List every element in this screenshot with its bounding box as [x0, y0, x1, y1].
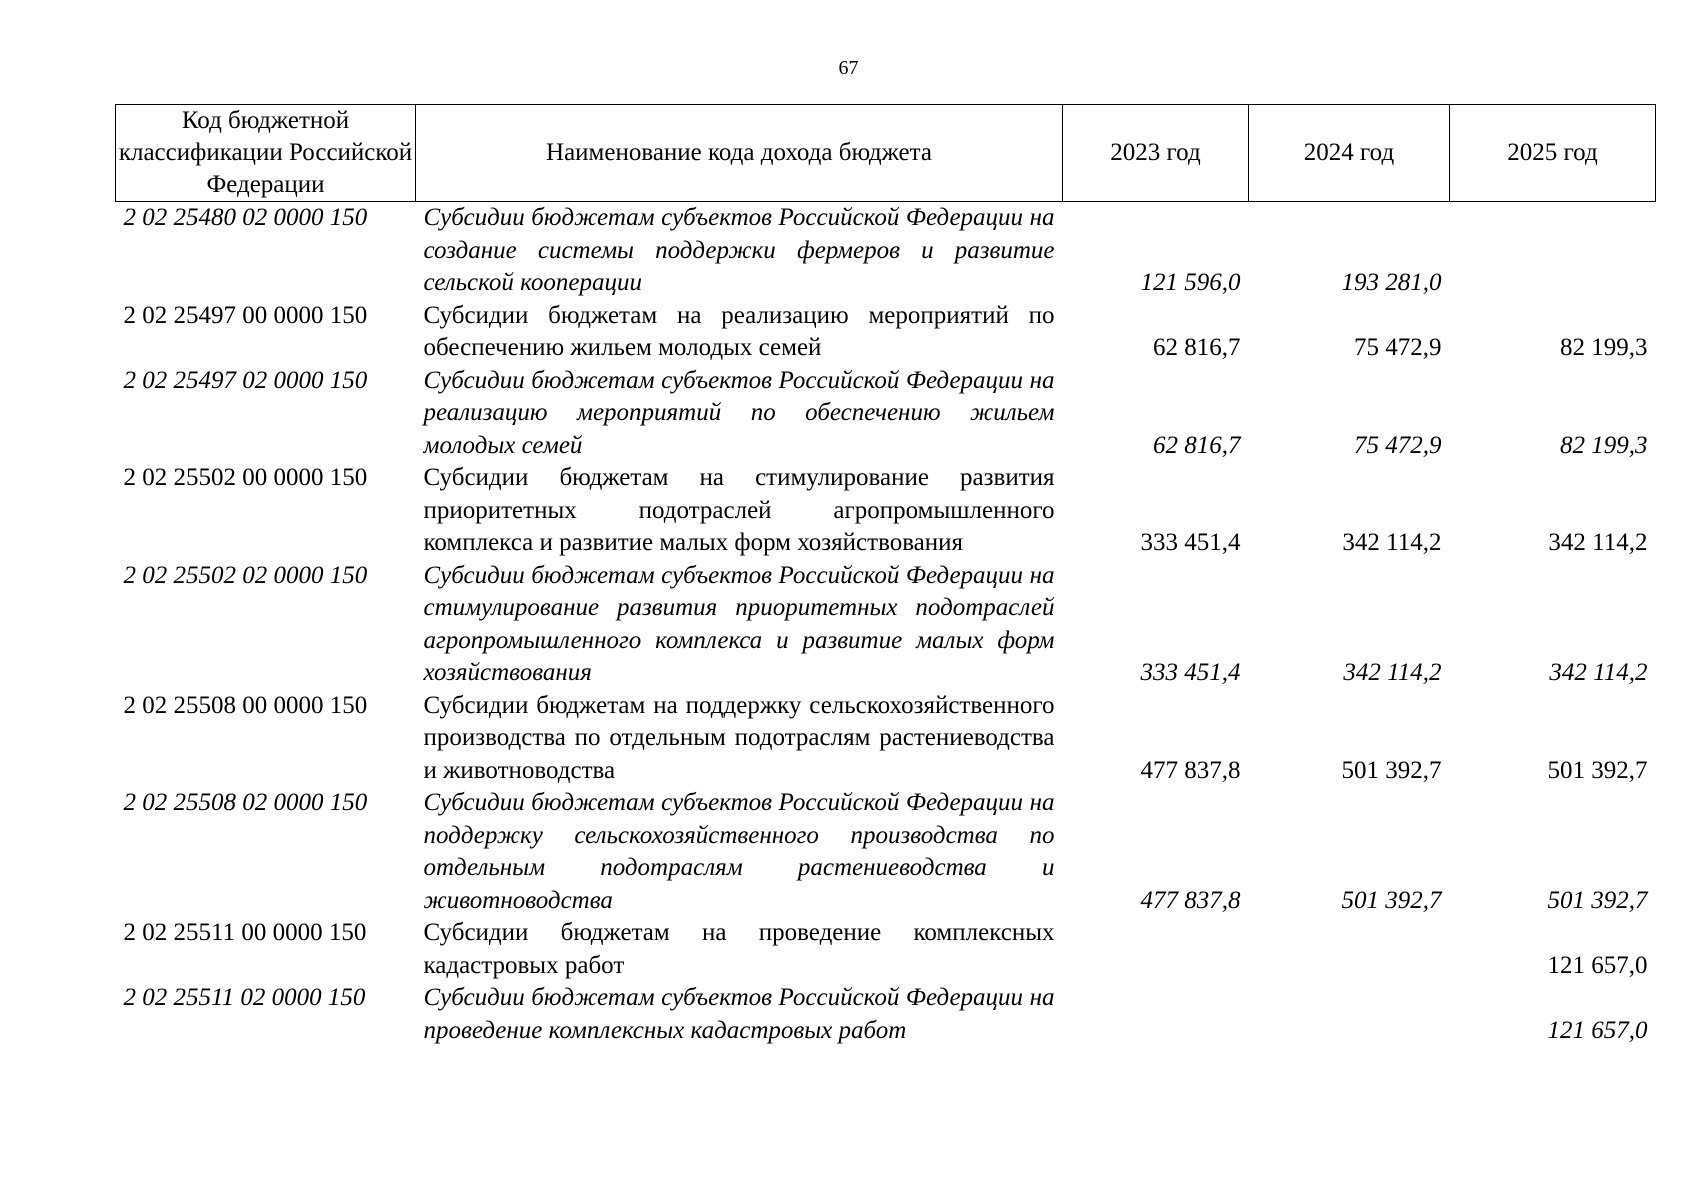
table-header-row: [116, 105, 1656, 202]
row-code: 2 02 25508 00 0000 150: [123, 691, 368, 719]
budget-revenue-table: [115, 104, 1656, 1047]
header-2025: 2025 год: [1450, 105, 1656, 202]
row-value-2025: 501 392,7: [1547, 756, 1648, 784]
row-value-2024: 342 114,2: [1343, 659, 1442, 686]
table-row: [116, 202, 1656, 300]
row-name: Субсидии бюджетам субъектов Российской Федерации на реализацию мероприятий по обеспечению жильем молодых семей: [423, 366, 1055, 459]
row-value-2023: 333 451,4: [1140, 659, 1241, 686]
row-value-2024: 75 472,9: [1354, 431, 1442, 459]
row-code: 2 02 25511 00 0000 150: [123, 919, 367, 946]
row-name: Субсидии бюджетам на проведение комплексных кадастровых работ: [423, 919, 1055, 979]
row-code: 2 02 25480 02 0000 150: [123, 204, 368, 231]
row-value-2024: 342 114,2: [1342, 529, 1442, 556]
page-number: 67: [838, 57, 859, 79]
row-value-2024: [1249, 982, 1450, 1047]
row-name: Субсидии бюджетам субъектов Российской Федерации на поддержку сельскохозяйственного производства по отдельным подотраслям растениеводства и животноводства: [423, 789, 1055, 914]
row-value-2025: 121 657,0: [1547, 951, 1648, 979]
row-code: 2 02 25511 02 0000 150: [123, 984, 366, 1011]
row-value-2023: [1063, 917, 1249, 982]
row-name: Субсидии бюджетам субъектов Российской Федерации на создание системы поддержки фермеров и развитие сельской кооперации: [423, 204, 1055, 296]
row-value-2025: 82 199,3: [1560, 334, 1648, 361]
row-value-2025: [1450, 202, 1656, 300]
table-row: [116, 365, 1656, 463]
header-name: Наименование кода дохода бюджета: [416, 105, 1063, 202]
table-row: [116, 982, 1656, 1047]
table-row: [116, 300, 1656, 365]
row-name: Субсидии бюджетам субъектов Российской Федерации на стимулирование развития приоритетных подотраслей агропромышленного комплекса и развитие малых форм хозяйствования: [423, 561, 1055, 686]
header-2024: 2024 год: [1249, 105, 1450, 202]
row-value-2025: 342 114,2: [1548, 529, 1648, 556]
row-value-2023: 477 837,8: [1140, 756, 1241, 784]
row-value-2023: 477 837,8: [1140, 886, 1241, 914]
row-name: Субсидии бюджетам на реализацию мероприятий по обеспечению жильем молодых семей: [423, 301, 1055, 361]
row-value-2025: 501 392,7: [1547, 886, 1648, 914]
header-2023: 2023 год: [1063, 105, 1249, 202]
table-row: [116, 917, 1656, 982]
header-code: Код бюджетной классификации Российской Федерации: [116, 105, 416, 202]
table-row: [116, 462, 1656, 560]
row-code: 2 02 25502 02 0000 150: [123, 561, 368, 589]
row-code: 2 02 25497 02 0000 150: [123, 366, 368, 394]
row-value-2024: 75 472,9: [1354, 334, 1442, 361]
row-value-2025: 121 657,0: [1547, 1016, 1648, 1044]
row-name: Субсидии бюджетам субъектов Российской Федерации на проведение комплексных кадастровых работ: [423, 984, 1055, 1044]
row-value-2023: 333 451,4: [1140, 529, 1241, 556]
table-row: [116, 787, 1656, 917]
row-value-2023: 62 816,7: [1153, 431, 1241, 459]
row-name: Субсидии бюджетам на стимулирование развития приоритетных подотраслей агропромышленного комплекса и развитие малых форм хозяйствования: [423, 464, 1055, 556]
row-value-2024: 501 392,7: [1341, 886, 1442, 914]
row-value-2024: 501 392,7: [1341, 756, 1442, 784]
table-row: [116, 560, 1656, 690]
row-value-2024: 193 281,0: [1341, 269, 1442, 296]
row-value-2025: 82 199,3: [1560, 431, 1648, 459]
row-name: Субсидии бюджетам на поддержку сельскохозяйственного производства по отдельным подотраслям растениеводства и животноводства: [423, 691, 1055, 784]
row-value-2025: 342 114,2: [1549, 659, 1648, 686]
row-code: 2 02 25502 00 0000 150: [123, 464, 368, 491]
row-value-2023: 121 596,0: [1140, 269, 1241, 296]
row-code: 2 02 25508 02 0000 150: [123, 789, 368, 816]
row-code: 2 02 25497 00 0000 150: [123, 301, 368, 329]
table-row: [116, 690, 1656, 788]
row-value-2023: 62 816,7: [1153, 334, 1241, 361]
row-value-2023: [1063, 982, 1249, 1047]
row-value-2024: [1249, 917, 1450, 982]
